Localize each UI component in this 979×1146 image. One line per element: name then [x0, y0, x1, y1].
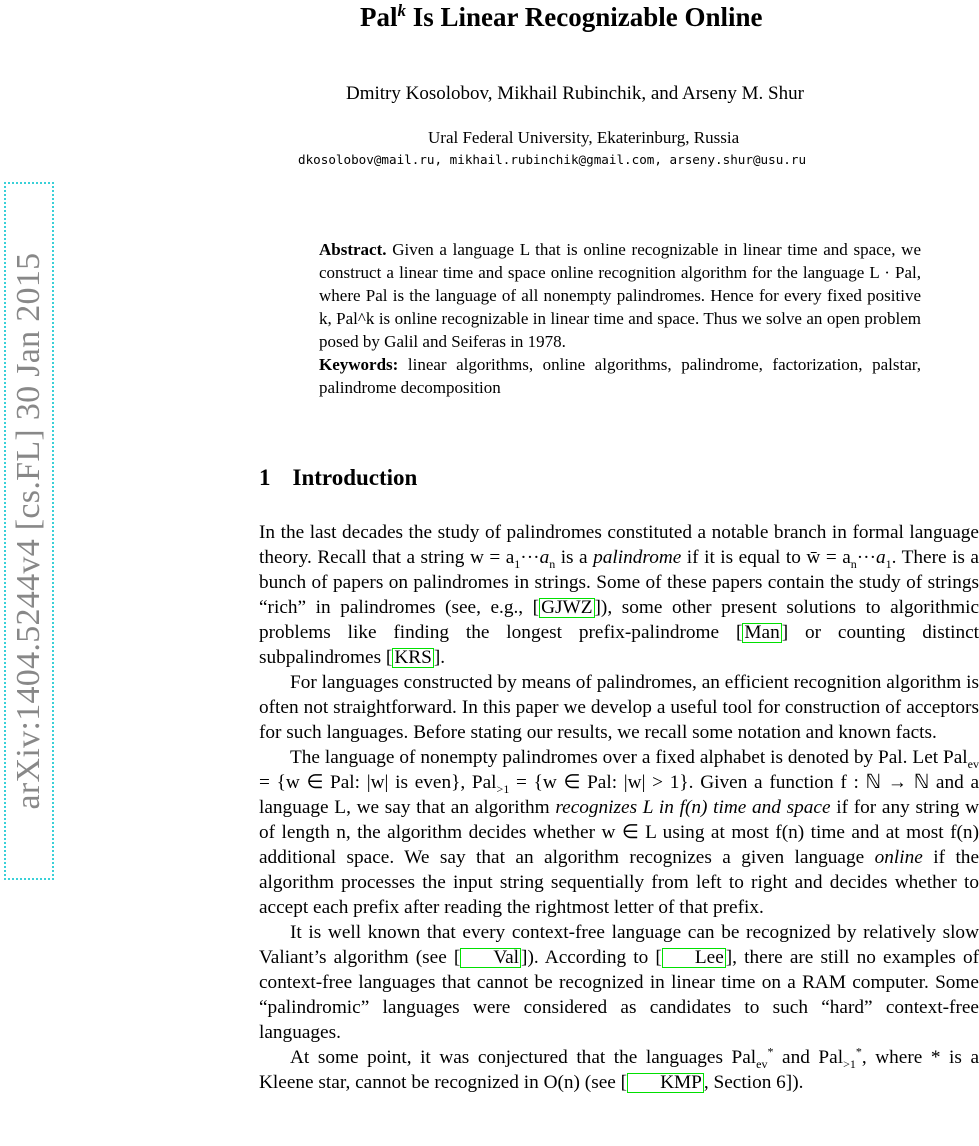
subscript: ev	[967, 756, 979, 771]
abstract-text: Given a language L that is online recognizable in linear time and space, we construct a linear time and space online recognition algorithm for the language L · Pal, where Pal is the language of all nonempty palindromes. Hence for every fixed positive k, Pal^k is online recognizable in linear time and space. Thus we solve an open problem posed by Galil and Seiferas in 1978.	[319, 240, 921, 351]
text-span: ].	[433, 647, 446, 668]
text-span: = {w ∈ Pal: |w| is even}, Pal	[259, 772, 497, 793]
email-link[interactable]: arseny.shur@usu.ru	[669, 152, 807, 167]
text-span: , Section 6]).	[703, 1072, 804, 1093]
emphasis: palindrome	[593, 547, 682, 568]
text-span: ], there are still no examples of context-free languages that cannot be recognized in linear time on a RAM computer. Some “palindromic” languages were considered as candidates to such “hard” context-free languages.	[259, 947, 979, 1043]
paragraph-5	[259, 1045, 979, 1095]
text-span: The language of nonempty palindromes over a fixed alphabet is denoted by Pal. Let Pal	[290, 747, 968, 768]
text-span: ···	[520, 547, 540, 568]
title-rest: Is Linear Recognizable Online	[406, 2, 763, 32]
subscript: 1	[514, 556, 521, 571]
email-link[interactable]: mikhail.rubinchik@gmail.com	[449, 152, 655, 167]
abstract-label: Abstract.	[319, 240, 387, 259]
text-span: ]), some other present solutions to algorithmic problems like finding the longest prefix-palindrome [	[259, 597, 979, 643]
paper-title	[360, 2, 880, 33]
section-title: Introduction	[292, 465, 418, 490]
text-span: , where * is a Kleene star, cannot be recognized in O(n) (see [	[259, 1047, 979, 1093]
citation-link[interactable]: GJWZ	[541, 597, 593, 618]
citation-link[interactable]: KRS	[394, 647, 432, 668]
affiliation: Ural Federal University, Ekaterinburg, Russia	[428, 128, 740, 147]
text-span: if it is equal to w̄ = a	[681, 547, 851, 568]
subscript: 1	[885, 556, 892, 571]
text-span: = {w ∈ Pal: |w| > 1}. Given a function f : ℕ → ℕ and a language L, we say that an algorithm	[259, 772, 979, 818]
keywords-text: linear algorithms, online algorithms, palindrome, factorization, palstar, palindrome decomposition	[319, 355, 921, 397]
text-span: . There is a bunch of papers on palindromes in strings. Some of these papers contain the study of strings “rich” in palindromes (see, e.g., [	[259, 547, 979, 618]
section-number: 1	[259, 465, 271, 490]
text-span: In the last decades the study of palindromes constituted a notable branch in formal language theory. Recall that a string w = a	[259, 522, 979, 568]
introduction-body	[259, 520, 979, 1095]
superscript: *	[855, 1044, 862, 1059]
paragraph-2: For languages constructed by means of palindromes, an efficient recognition algorithm is often not straightforward. In this paper we develop a useful tool for construction of acceptors for such languages. Before stating our results, we recall some notation and known facts.	[259, 672, 979, 743]
superscript: *	[767, 1044, 774, 1059]
citation-link[interactable]: Val	[460, 948, 521, 968]
email-separator: ,	[434, 152, 450, 167]
section-heading	[259, 465, 417, 491]
arxiv-stamp-text: arXiv:1404.5244v4 [cs.FL] 30 Jan 2015	[10, 252, 47, 810]
authors: Dmitry Kosolobov, Mikhail Rubinchik, and Arseny M. Shur	[346, 83, 804, 104]
title-superscript: k	[397, 1, 406, 20]
abstract	[319, 238, 921, 399]
email-link[interactable]: dkosolobov@mail.ru	[298, 152, 435, 167]
text-span: if for any string w of length n, the algorithm decides whether w ∈ L using at most f(n) time and at most f(n) additional space. We say that an algorithm recognizes a given language	[259, 797, 979, 868]
text-span: ···	[856, 547, 877, 568]
arxiv-stamp	[4, 182, 54, 880]
subscript: ev	[756, 1056, 768, 1071]
text-span: if the algorithm processes the input string sequentially from left to right and decides whether to accept each prefix after reading the rightmost letter of that prefix.	[259, 847, 979, 918]
keywords-paragraph	[319, 353, 921, 399]
emphasis: online	[874, 847, 923, 868]
paragraph-1: In the last decades the study of palindromes constituted a notable branch in formal language theory. Recall that a string $w = a_1\cdot\cdot\cdot a_n$ is a palindrome if it is equal to w̄ = $a_n\cdot\cdot\cdot a_1$. There is a bunch of papers on palindromes in strings. Some of these papers contain the study of strings “rich” in palindromes (see, e.g., [ GJWZ ]), some other present solutions to algorithmic problems like finding the longest prefix-palindrome [ Man ] or counting distinct subpalindromes [ KRS ].	[259, 522, 979, 668]
emphasis: recognizes L in f(n) time and space	[555, 797, 831, 818]
title-main: Pal	[360, 2, 398, 32]
subscript: >1	[496, 781, 510, 796]
citation-link[interactable]: KMP	[627, 1073, 704, 1093]
paragraph-4	[259, 920, 979, 1045]
email-separator: ,	[654, 152, 670, 167]
subscript: >1	[843, 1056, 856, 1071]
citation-link[interactable]: Man	[744, 622, 780, 643]
emails	[298, 152, 806, 167]
text-span: and Pal	[773, 1047, 844, 1068]
text-span: It is well known that every context-free language can be recognized by relatively slow Valiant’s algorithm (see [	[259, 922, 979, 968]
text-span: ] or counting distinct subpalindromes [	[259, 622, 979, 668]
text-span: ]). According to [	[521, 947, 662, 968]
text-span: At some point, it was conjectured that the languages Pal	[290, 1047, 757, 1068]
subscript: n	[549, 556, 556, 571]
citation-link[interactable]: Lee	[662, 948, 726, 968]
text-span: is a	[555, 547, 594, 568]
abstract-paragraph	[319, 238, 921, 353]
paragraph-3	[259, 745, 979, 920]
subscript: n	[850, 556, 857, 571]
keywords-label: Keywords:	[319, 355, 399, 374]
